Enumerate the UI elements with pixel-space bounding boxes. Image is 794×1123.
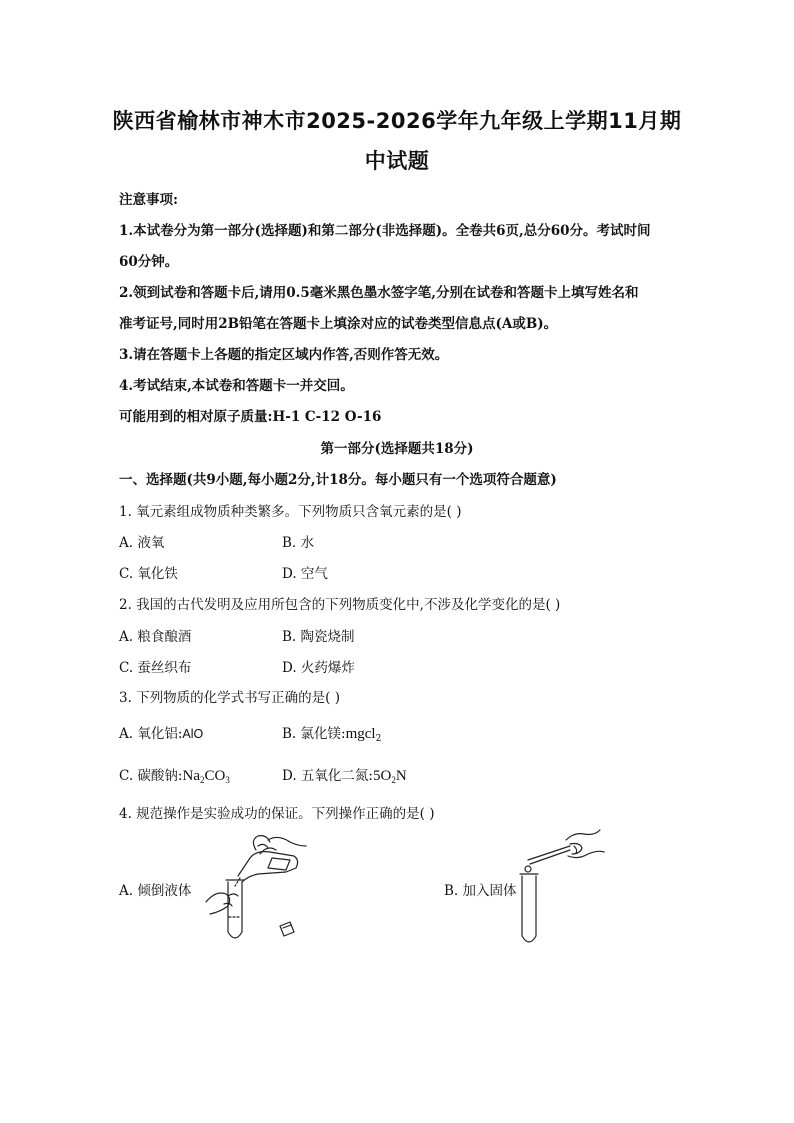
q4-option-a: A. 倾倒液体 xyxy=(119,883,192,899)
q3-option-d-label: D. 五氧化二氮: xyxy=(282,768,373,784)
q3-option-c-s1: 2 xyxy=(199,775,205,785)
q4-stem: 4. 规范操作是实验成功的保证。下列操作正确的是( ) xyxy=(119,806,435,822)
q3-option-c-f1: Na xyxy=(182,768,200,784)
q1-stem: 1. 氧元素组成物质种类繁多。下列物质只含氧元素的是( ) xyxy=(119,504,462,520)
q1-option-a: A. 液氧 xyxy=(119,535,165,551)
part1-heading: 第一部分(选择题共18分) xyxy=(320,441,474,457)
q3-option-b-subscript: 2 xyxy=(375,734,382,744)
q3-option-c-label: C. 碳酸钠: xyxy=(119,768,183,784)
note-item-3: 3.请在答题卡上各题的指定区域内作答,否则作答无效。 xyxy=(119,347,449,363)
pouring-liquid-figure xyxy=(198,832,310,948)
q3-option-c-s2: 3 xyxy=(225,775,230,785)
q2-option-b: B. 陶瓷烧制 xyxy=(282,629,355,645)
q2-option-c: C. 蚕丝织布 xyxy=(119,660,192,676)
q3-option-b-label: B. 氯化镁: xyxy=(282,726,346,742)
adding-solid-figure xyxy=(508,826,608,950)
q3-stem: 3. 下列物质的化学式书写正确的是( ) xyxy=(119,690,340,706)
q3-option-a-label: A. 氧化铝: xyxy=(119,726,183,742)
q3-option-c-f2: CO xyxy=(204,768,226,784)
q3-option-b xyxy=(282,722,381,744)
q2-stem: 2. 我国的古代发明及应用所包含的下列物质变化中,不涉及化学变化的是( ) xyxy=(119,597,561,613)
note-item-2a: 2.领到试卷和答题卡后,请用0.5毫米黑色墨水签字笔,分别在试卷和答题卡上填写姓名和 xyxy=(119,285,639,301)
q3-option-a xyxy=(119,722,203,742)
note-item-1a: 1.本试卷分为第一部分(选择题)和第二部分(非选择题)。全卷共6页,总分60分。考试时间 xyxy=(119,223,651,239)
q3-option-a-formula: AlO xyxy=(182,727,204,741)
q4-option-b: B. 加入固体 xyxy=(444,883,517,899)
notes-heading: 注意事项: xyxy=(119,192,178,208)
q3-option-d-f2: N xyxy=(395,768,407,784)
note-item-2b: 准考证号,同时用2B铅笔在答题卡上填涂对应的试卷类型信息点(A或B)。 xyxy=(119,316,558,332)
q2-option-d: D. 火药爆炸 xyxy=(282,660,355,676)
exam-title-line2: 中试题 xyxy=(364,149,430,173)
exam-title-line1: 陕西省榆林市神木市2025-2026学年九年级上学期11月期 xyxy=(112,109,682,133)
q1-option-d: D. 空气 xyxy=(282,566,328,582)
q2-option-a: A. 粮食酿酒 xyxy=(119,629,192,645)
note-item-4: 4.考试结束,本试卷和答题卡一并交回。 xyxy=(119,378,354,394)
q1-option-c: C. 氧化铁 xyxy=(119,566,178,582)
q3-option-d-f1: 5O xyxy=(372,768,392,784)
q1-option-b: B. 水 xyxy=(282,535,315,551)
q3-option-d-s1: 2 xyxy=(391,775,396,785)
q3-option-b-formula: mgcl xyxy=(345,726,376,742)
q3-option-d xyxy=(282,764,407,785)
section-heading: 一、选择题(共9小题,每小题2分,计18分。每小题只有一个选项符合题意) xyxy=(119,472,557,488)
atomic-mass-line: 可能用到的相对原子质量:H-1 C-12 O-16 xyxy=(119,409,382,425)
q3-option-c xyxy=(119,764,230,785)
note-item-1b: 60分钟。 xyxy=(119,254,179,270)
